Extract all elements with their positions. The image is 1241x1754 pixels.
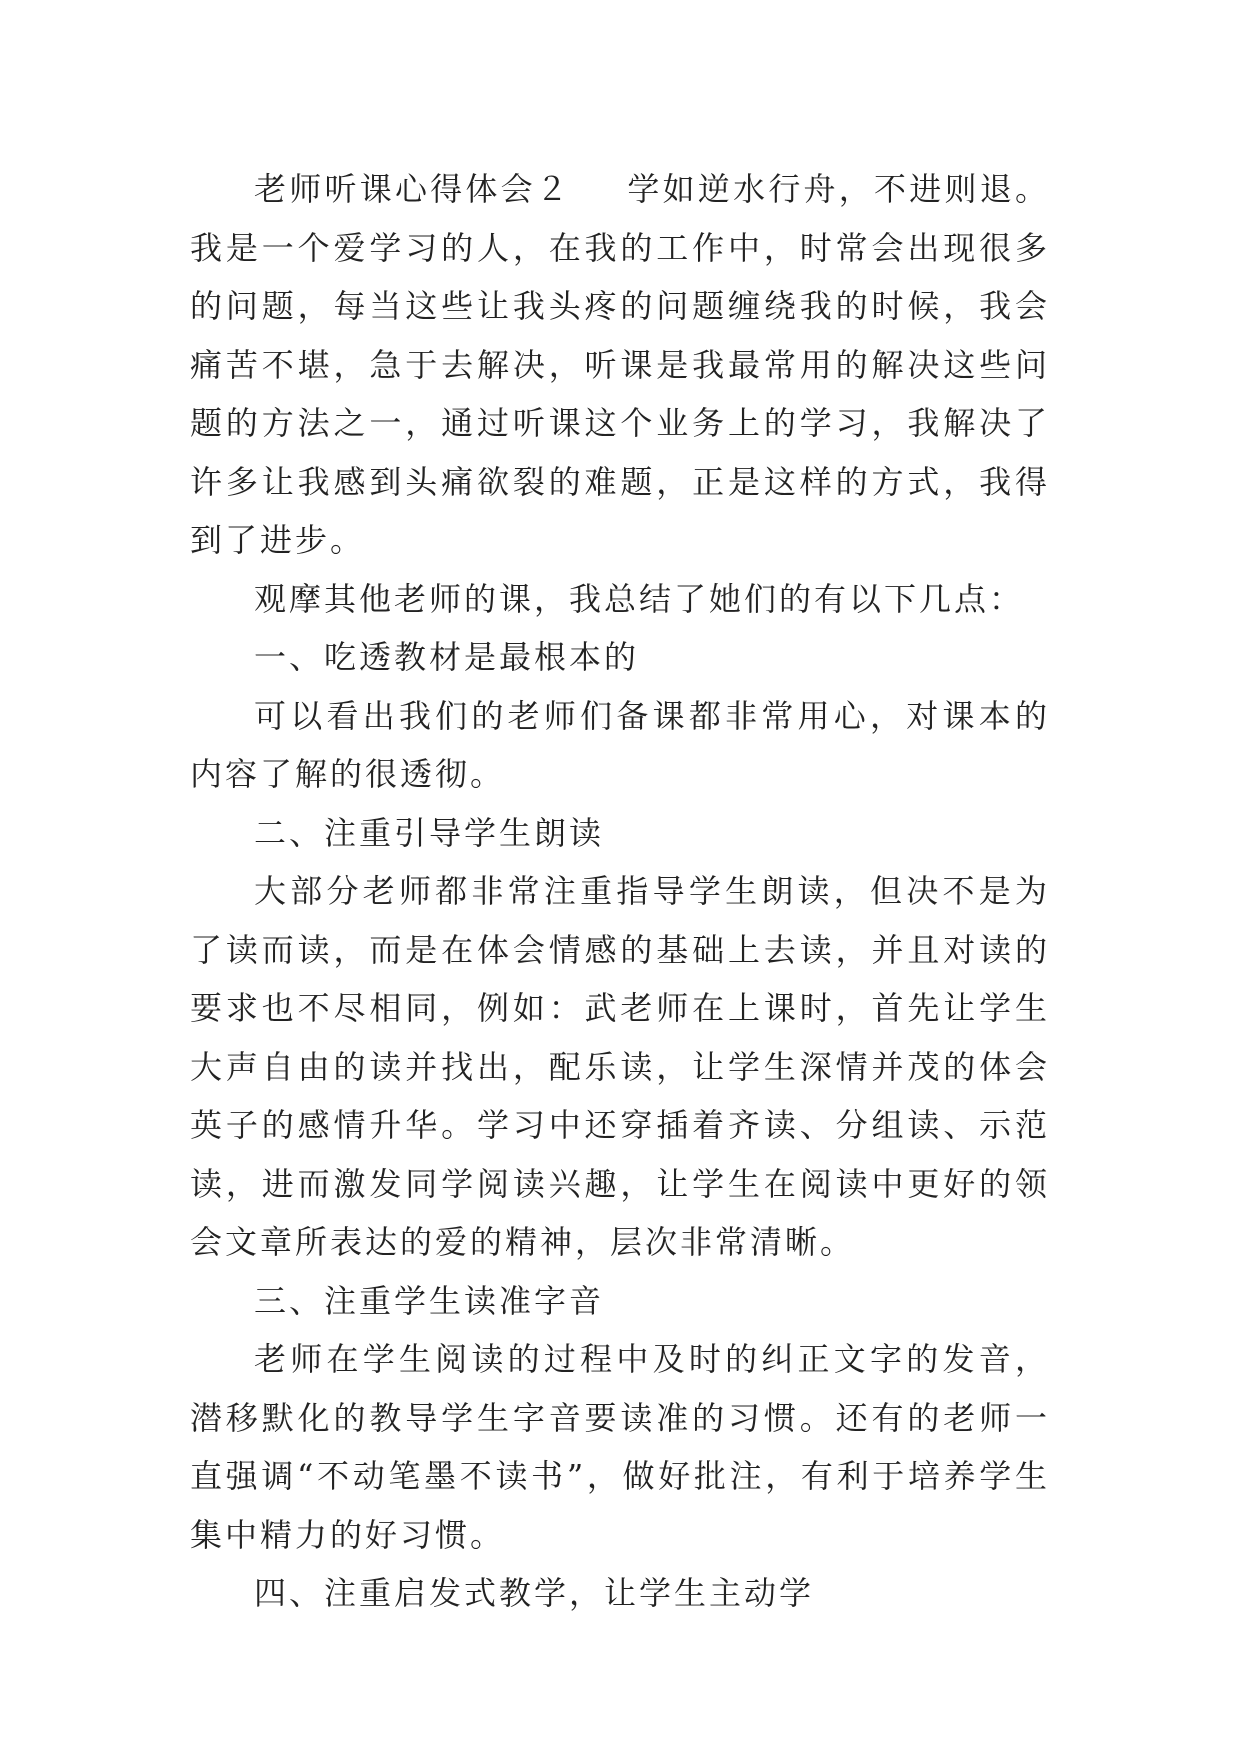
intro-paragraph — [190, 160, 1050, 570]
section-heading-1: 一、吃透教材是最根本的 — [254, 638, 640, 676]
section-3-paragraph: 老师在学生阅读的过程中及时的纠正文字的发音，潜移默化的教导学生字音要读准的习惯。还有的老师一直强调“不动笔墨不读书”，做好批注，有利于培养学生集中精力的好习惯。 — [190, 1340, 1050, 1554]
article-title: 老师听课心得体会２ — [254, 170, 572, 208]
intro-text: 学如逆水行舟，不进则退。我是一个爱学习的人，在我的工作中，时常会出现很多的问题，每当这些让我头疼的问题缠绕我的时候，我会痛苦不堪，急于去解决，听课是我最常用的解决这些问题的方法之一，通过听课这个业务上的学习，我解决了许多让我感到头痛欲裂的难题，正是这样的方式，我得到了进步。 — [190, 170, 1050, 559]
section-heading-3: 三、注重学生读准字音 — [254, 1281, 605, 1320]
section-heading-2: 二、注重引导学生朗读 — [254, 813, 605, 852]
section-2-paragraph: 大部分老师都非常注重指导学生朗读，但决不是为了读而读，而是在体会情感的基础上去读，并且对读的要求也不尽相同，例如：武老师在上课时，首先让学生大声自由的读并找出，配乐读，让学生深情并茂的体会英子的感情升华。学习中还穿插着齐读、分组读、示范读，进而激发同学阅读兴趣，让学生在阅读中更好的领会文章所表达的爱的精神，层次非常清晰。 — [190, 872, 1050, 1261]
summary-paragraph: 观摩其他老师的课，我总结了她们的有以下几点： — [254, 579, 1025, 618]
section-heading-4: 四、注重启发式教学，让学生主动学 — [254, 1574, 815, 1612]
document-body — [190, 160, 1050, 1623]
section-1-paragraph: 可以看出我们的老师们备课都非常用心，对课本的内容了解的很透彻。 — [190, 696, 1050, 793]
